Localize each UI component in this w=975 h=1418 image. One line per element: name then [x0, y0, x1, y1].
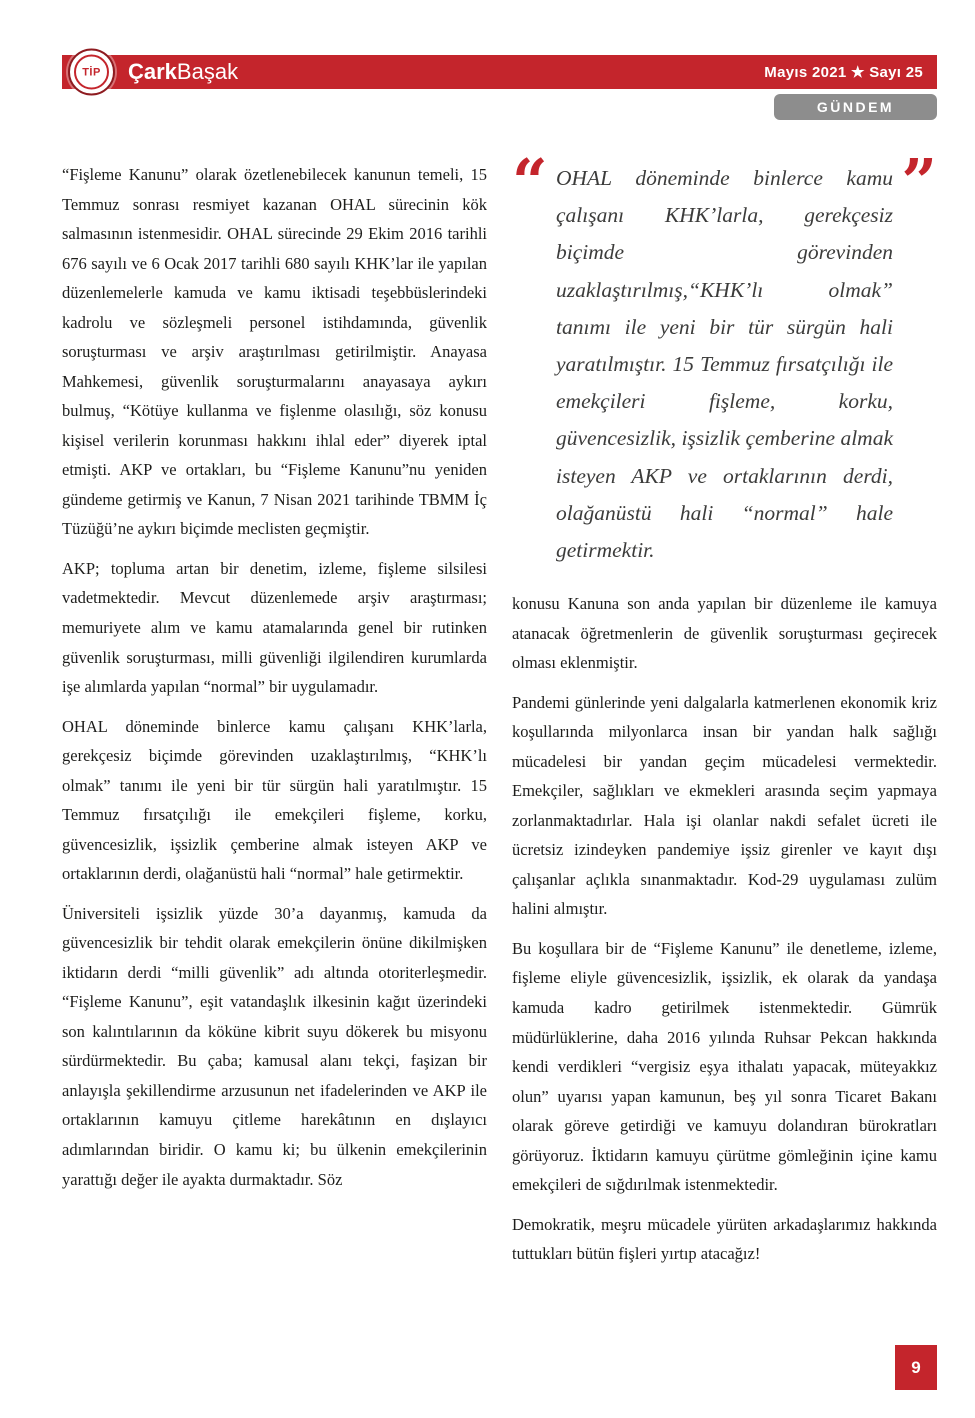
article-body — [62, 145, 937, 1279]
brand-title — [128, 61, 238, 83]
left-column — [62, 160, 487, 1279]
paragraph: Üniversiteli işsizlik yüzde 30’a dayanmış, kamuda da güvencesizlik bir tehdit olarak emekçilerin önüne dikilmişken iktidarın derdi “milli güvenlik” adı altında otoriterleşmedir. “Fişleme Kanunu”, eşit vatandaşlık ilkesinin kağıt üzerindeki son kalıntılarının da köküne kibrit suyu dökerek bu misyonu sürdürmektedir. Bu çaba; kamusal alanı tekçi, faşizan bir anlayışla şekillendirme arzusunun net ifadelerinden ve AKP ile ortaklarının kamuyu çitleme harekâtının en dışlayıcı adımlarından biridir. O kamu ki; bu ülkenin emekçilerinin yarattığı değer ile ayakta durmaktadır. Söz — [62, 903, 487, 1189]
paragraph: AKP; topluma artan bir denetim, izleme, fişleme silsilesi vadetmektedir. Mevcut düzenlemede arşiv araştırması; memuriyete alım ve kamu atamalarında genel bir rutinken güvenlik soruşturması, milli güvenliği ilgilendiren kurumlarda işe alımlarda yapılan “normal” bir uygulamadır. — [62, 558, 487, 697]
logo-text: TİP — [82, 66, 101, 78]
issue-info: Mayıs 2021 ★ Sayı 25 — [764, 64, 923, 81]
paragraph: Bu koşullara bir de “Fişleme Kanunu” ile denetleme, izleme, fişleme eliyle güvencesizlik, işsizlik, ek olarak da yandaşa kamuda kadro getirilmek istenmektedir. Gümrük müdürlüklerine, daha 2016 yılında Ruhsar Pekcan hakkında kendi verdikleri “vergisiz eşya ithalatı yapacak, müteyakkız olun” uyarısı yapan kamunun, beş yıl sonra Ticaret Bakanı olarak göreve getirdiği ve kamuyu dolandıran bürokratları görüyoruz. İktidarın kamuyu çürütme gömleğinin içine kamu emekçileri de sığdırılmak istenmektedir. — [512, 938, 937, 1195]
brand-title-light: Başak — [176, 59, 239, 84]
pull-quote-text: OHAL döneminde binlerce kamu çalışanı KHK’larla, gerekçesiz biçimde görevinden uzaklaştırılmış,“KHK’lı olmak” tanımı ile yeni bir tür sürgün hali yaratılmıştır. 15 Temmuz fırsatçılığı ile emekçileri fişleme, korku, güvencesizlik, işsizlik çemberine almak isteyen AKP ve ortaklarının derdi, olağanüstü hali “normal” hale getirmektir. — [556, 166, 893, 562]
pull-quote — [512, 145, 937, 569]
page-number-badge: 9 — [895, 1345, 937, 1390]
tip-logo — [68, 49, 115, 96]
close-quote-icon: ” — [901, 145, 937, 218]
paragraph: “Fişleme Kanunu” olarak özetlenebilecek kanunun temeli, 15 Temmuz sonrası resmiyet kazanan OHAL sürecinin kök salmasının istenmesidir. OHAL sürecinde 29 Ekim 2016 tarihli 676 sayılı ve 6 Ocak 2017 tarihli 680 sayılı KHK’lar ile yapılan düzenlemelerle kamuda ve kamu iktisadi teşebbüslerindeki kadrolu ve sözleşmeli personel istihdamında, güvenlik soruşturması ve arşiv araştırılması getirilmiştir. Anayasa Mahkemesi, güvenlik soruşturmalarını anayasaya aykırı bulmuş, “Kötüye kullanma ve fişlenme olasılığı, söz konusu kişisel verilerin korunması hakkını ihlal eder” diyerek iptal etmişti. AKP ve ortakları, bu “Fişleme Kanunu”nu yeniden gündeme getirmiş ve Kanun, 7 Nisan 2021 tarihinde TBMM İç Tüzüğü’ne aykırı biçimde meclisten geçmiştir. — [62, 165, 487, 539]
open-quote-icon: “ — [512, 145, 548, 218]
tip-logo-ring — [74, 55, 109, 90]
paragraph: Demokratik, meşru mücadele yürüten arkadaşlarımız hakkında tuttukları bütün fişleri yırtıp atacağız! — [512, 1214, 937, 1264]
right-column — [512, 145, 937, 1279]
paragraph: konusu Kanuna son anda yapılan bir düzenleme ile kamuya atanacak öğretmenlerin de güvenlik soruşturması geçirecek olması eklenmiştir. — [512, 594, 937, 673]
masthead — [62, 55, 937, 120]
paragraph: Pandemi günlerinde yeni dalgalarla katmerlenen ekonomik kriz koşullarında milyonlarca insan bir yandan halk sağlığı mücadelesi bir yandan geçim mücadelesi vermektedir. Emekçiler, sağlıkları ve ekmekleri arasında seçim yapmaya zorlanmaktadırlar. Hala işi olanlar nakdi sefalet ücreti ile ücretsiz izindeyken pandemiye işsiz girenler ve kayıt dışı çalışanlar açlıkla sınanmaktadır. Kod-29 uygulaması zulüm halini almıştır. — [512, 692, 937, 919]
badge-row — [62, 94, 937, 120]
brand-title-bold: Çark — [128, 59, 177, 84]
paragraph: OHAL döneminde binlerce kamu çalışanı KHK’larla, gerekçesiz biçimde görevinden uzaklaştırılmış, “KHK’lı olmak” tanımı ile yeni bir tür sürgün hali yaratılmıştır. 15 Temmuz fırsatçılığı ile emekçileri fişleme, korku, güvencesizlik, işsizlik çemberine almak isteyen AKP ve ortaklarının derdi, olağanüstü hali “normal” hale getirmektir. — [62, 716, 487, 884]
section-badge: GÜNDEM — [774, 94, 937, 120]
header-bar — [62, 55, 937, 89]
